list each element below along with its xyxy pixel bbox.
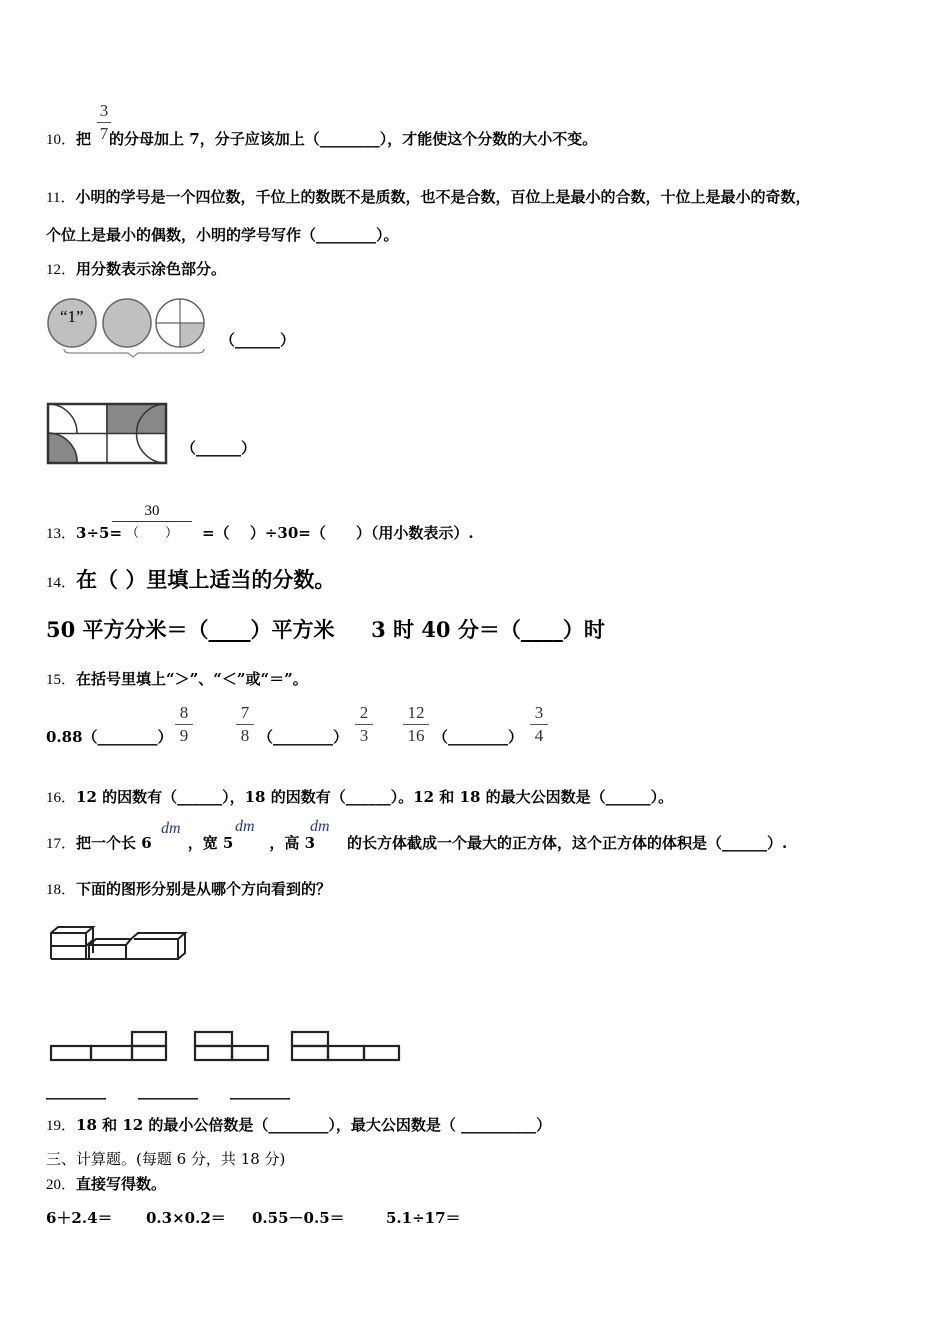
cube-stack-figure: [48, 925, 188, 963]
unit-dm: dm: [235, 818, 255, 835]
question-text: ，宽 5: [187, 834, 234, 852]
fraction-denominator: 3: [359, 726, 369, 745]
circle-label: “1”: [60, 307, 84, 326]
fraction-bar: [530, 724, 548, 725]
fraction-numerator: 8: [179, 703, 189, 722]
question-19: [46, 1114, 551, 1135]
fraction-denominator: 16: [407, 726, 425, 745]
answer-blank: ________: [138, 1082, 198, 1100]
question-15: [46, 668, 308, 689]
fraction-2-3: [355, 703, 373, 746]
value-0-88: 0.88: [46, 728, 83, 746]
fraction-numerator: 12: [407, 703, 425, 722]
question-text: 的分母加上 7，分子应该加上（________），才能使这个分数的大小不变。: [109, 130, 598, 148]
question-text: =（ ）÷30=（ ）（用小数表示）.: [202, 524, 474, 542]
question-text: 把一个长 6: [76, 834, 152, 852]
question-number: 16．: [46, 790, 77, 806]
fraction-numerator: 2: [359, 703, 369, 722]
question-number: 18．: [46, 882, 77, 898]
question-text: 小明的学号是一个四位数，千位上的数既不是质数，也不是合数，百位上是最小的合数，十位上是最小的奇数，: [75, 188, 811, 206]
fraction-8-9: [175, 703, 193, 746]
fraction-denominator: 9: [179, 726, 189, 745]
fraction-3-4: [530, 703, 548, 746]
shaded-circle: [103, 299, 151, 347]
fraction-3-7: [97, 101, 111, 144]
fraction-bar: [355, 724, 373, 725]
question-13: [46, 522, 474, 543]
arc: [48, 404, 77, 433]
question-text: 在（ ）里填上适当的分数。: [76, 567, 336, 592]
blank: （________）: [258, 728, 349, 746]
brace: [64, 349, 204, 357]
calc-item: 0.3×0.2＝: [146, 1209, 226, 1227]
fraction-numerator: 3: [534, 703, 544, 722]
fraction-bar: [403, 724, 429, 725]
fraction-bar: [97, 122, 111, 123]
section-title: 三、计算题。(每题 6 分，共 18 分): [46, 1150, 286, 1168]
answer-blank: ________: [230, 1082, 290, 1100]
fraction-numerator: 30: [144, 503, 160, 519]
blank-12a: （______）: [220, 331, 296, 349]
question-12: [46, 258, 226, 279]
fraction-denominator: 7: [99, 124, 109, 143]
question-number: 17．: [46, 836, 77, 852]
question-text: 直接写得数。: [76, 1175, 167, 1193]
question-text: 18 和 12 的最小公倍数是（________），最大公因数是（ __________）: [76, 1116, 552, 1134]
fraction-12-16: [403, 703, 429, 746]
question-number: 14．: [46, 575, 77, 591]
question-17: [46, 832, 787, 853]
question-18: [46, 878, 331, 899]
question-10: [46, 128, 597, 149]
question-20: [46, 1173, 166, 1194]
shaded-cell: [106, 404, 166, 433]
calc-item: 5.1÷17＝: [386, 1209, 461, 1227]
fraction-denominator: （ ）: [125, 525, 178, 540]
fraction-7-8: [236, 703, 254, 746]
question-number: 20．: [46, 1177, 77, 1193]
question-number: 15．: [46, 672, 77, 688]
question-text: 12 的因数有（______），18 的因数有（______）。12 和 18 的最大公因数是（______）。: [76, 788, 674, 806]
question-text: 下面的图形分别是从哪个方向看到的？: [76, 880, 332, 898]
question-number: 11．: [46, 190, 76, 206]
question-number: 10．: [46, 132, 77, 148]
blank: （________）: [82, 728, 173, 746]
question-text: 3÷5=: [76, 524, 123, 542]
question-16: [46, 786, 673, 807]
fraction-30: [112, 503, 192, 541]
question-number: 13．: [46, 526, 77, 542]
question-14: [46, 564, 335, 594]
view-figures: [48, 1030, 408, 1064]
unit-dm: dm: [310, 818, 330, 835]
fraction-bar: [236, 724, 254, 725]
unit-dm: dm: [161, 820, 181, 837]
fraction-denominator: 8: [240, 726, 250, 745]
question-number: 12．: [46, 262, 77, 278]
question-text: 用分数表示涂色部分。: [76, 260, 227, 278]
question-11-line2: [46, 224, 399, 245]
calc-item: 6＋2.4＝: [46, 1209, 113, 1227]
question-text: ，高 3: [269, 834, 316, 852]
blank: （________）: [433, 728, 524, 746]
question-text: 在括号里填上“＞”、“＜”或“＝”。: [76, 670, 308, 688]
fraction-denominator: 4: [534, 726, 544, 745]
rectangle-figure: [46, 402, 171, 466]
question-11: [46, 186, 810, 207]
question-14-line: 50 平方分米＝（____）平方米 3 时 40 分＝（____）时: [46, 617, 605, 642]
fraction-numerator: 3: [99, 101, 109, 120]
question-number: 19．: [46, 1118, 77, 1134]
compare-0-88: [46, 726, 173, 747]
question-text: 的长方体截成一个最大的正方体，这个正方体的体积是（______）.: [347, 834, 788, 852]
calc-item: 0.55－0.5＝: [252, 1209, 345, 1227]
answer-blank: ________: [46, 1082, 106, 1100]
blank-12b: （______）: [181, 439, 257, 457]
question-text: 把: [76, 130, 92, 148]
fraction-numerator: 7: [240, 703, 250, 722]
question-text: 个位上是最小的偶数，小明的学号写作（________）。: [46, 226, 399, 244]
fraction-bar: [175, 724, 193, 725]
